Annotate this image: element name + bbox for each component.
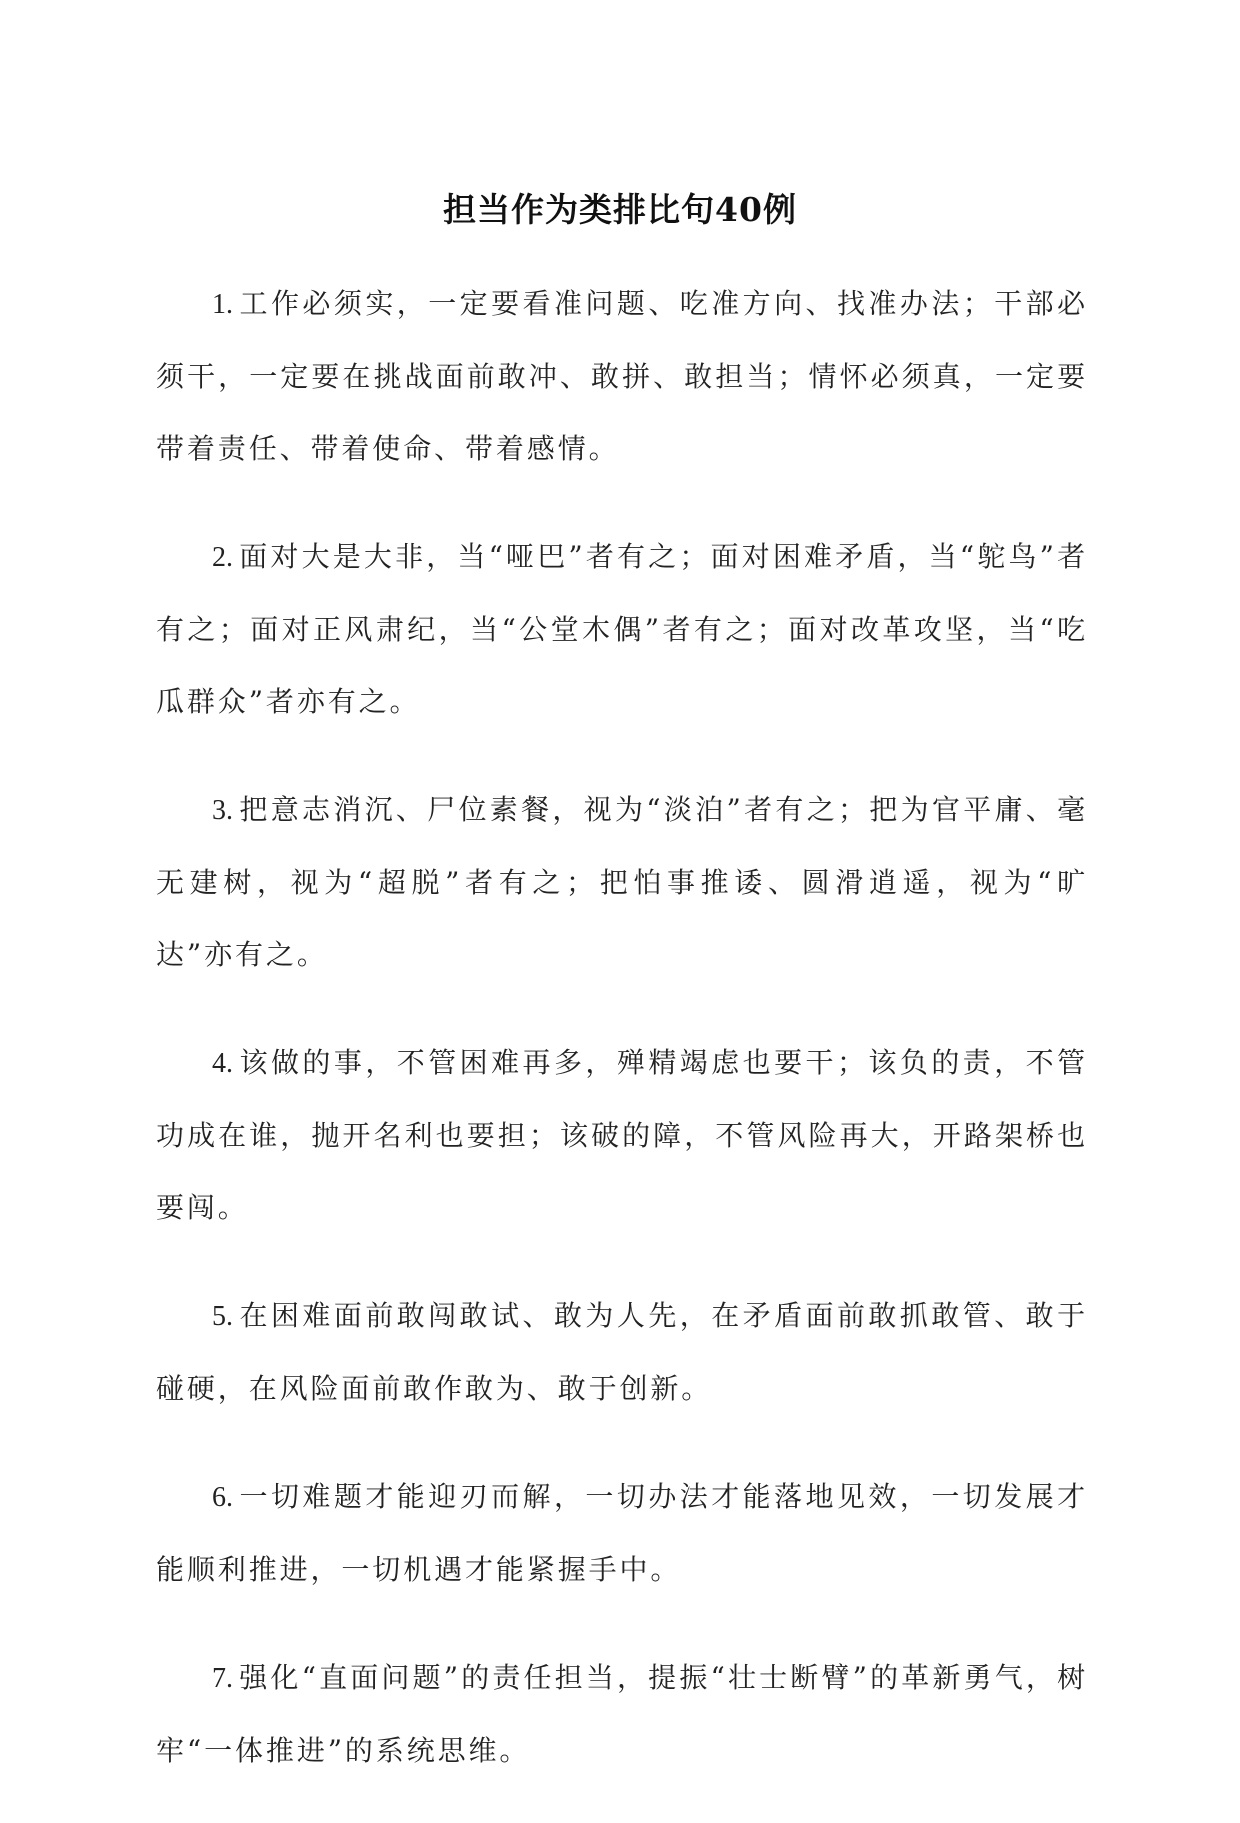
item-number: 4. (212, 1048, 233, 1079)
item-number: 3. (212, 795, 233, 826)
item-text: 在困难面前敢闯敢试、敢为人先，在矛盾面前敢抓敢管、敢于碰硬，在风险面前敢作敢为、敢于创新。 (156, 1299, 1088, 1405)
item-text: 工作必须实，一定要看准问题、吃准方向、找准办法；干部必须干，一定要在挑战面前敢冲、敢拼、敢担当；情怀必须真，一定要带着责任、带着使命、带着感情。 (156, 287, 1088, 465)
item-number: 5. (212, 1301, 233, 1332)
item-text: 把意志消沉、尸位素餐，视为“淡泊”者有之；把为官平庸、毫无建树，视为“超脱”者有之；把怕事推诿、圆滑逍遥，视为“旷达”亦有之。 (156, 793, 1088, 971)
item-text: 一切难题才能迎刃而解，一切办法才能落地见效，一切发展才能顺利推进，一切机遇才能紧握手中。 (156, 1480, 1088, 1586)
list-item (156, 1280, 1088, 1425)
item-number: 1. (212, 289, 233, 320)
list-item (156, 1642, 1088, 1787)
list-item (156, 268, 1088, 485)
item-number: 2. (212, 542, 233, 573)
item-number: 6. (212, 1482, 233, 1513)
list-item (156, 1027, 1088, 1244)
list-item (156, 1461, 1088, 1606)
list-item (156, 521, 1088, 738)
list-item (156, 774, 1088, 991)
item-text: 面对大是大非，当“哑巴”者有之；面对困难矛盾，当“鸵鸟”者有之；面对正风肃纪，当“公堂木偶”者有之；面对改革攻坚，当“吃瓜群众”者亦有之。 (156, 540, 1088, 718)
item-text: 该做的事，不管困难再多，殚精竭虑也要干；该负的责，不管功成在谁，抛开名利也要担；该破的障，不管风险再大，开路架桥也要闯。 (156, 1046, 1088, 1224)
document-title: 担当作为类排比句40例 (443, 190, 797, 229)
item-number: 7. (212, 1663, 233, 1694)
document-body (156, 268, 1088, 1823)
item-text: 强化“直面问题”的责任担当，提振“壮士断臂”的革新勇气，树牢“一体推进”的系统思维。 (156, 1661, 1088, 1767)
